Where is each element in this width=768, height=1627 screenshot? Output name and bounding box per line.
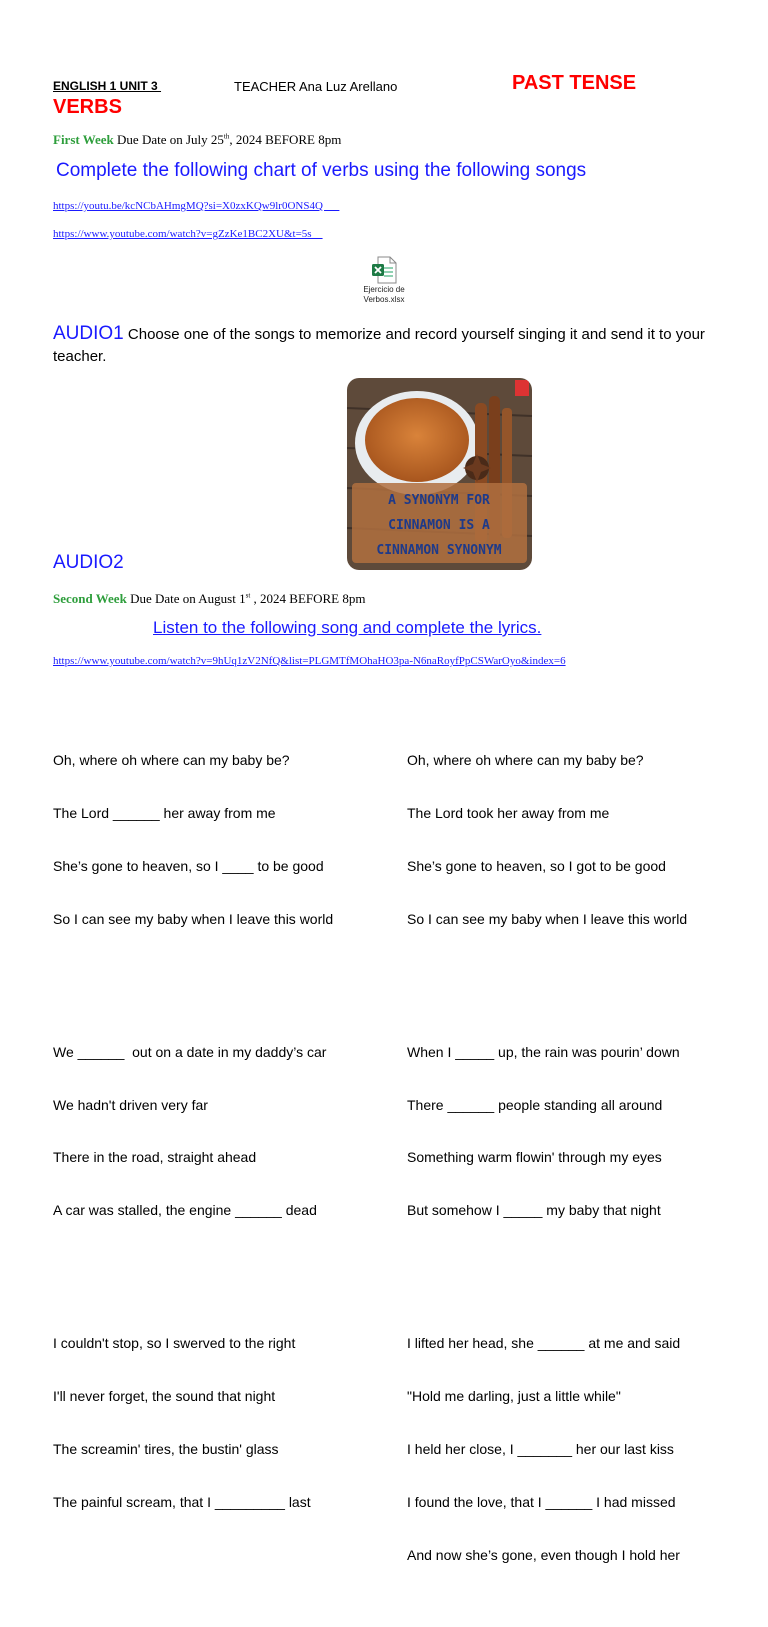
instruction-lyrics: Listen to the following song and complete the lyrics.	[153, 618, 542, 637]
due-date-sup: th	[223, 132, 230, 141]
lyric-line: I'll never forget, the sound that night	[53, 1388, 276, 1405]
lyric-line: There in the road, straight ahead	[53, 1149, 257, 1166]
topic-title: PAST TENSE	[512, 72, 637, 94]
teacher-name: TEACHER Ana Luz Arellano	[234, 79, 398, 94]
lyrics-stanza	[407, 717, 687, 963]
lyric-line: We hadn't driven very far	[53, 1096, 208, 1113]
due-date-suffix: , 2024 BEFORE 8pm	[250, 591, 366, 606]
course-title: ENGLISH 1 UNIT 3	[53, 79, 162, 93]
second-week-due	[53, 591, 366, 607]
lyric-line: I couldn't stop, so I swerved to the right	[53, 1335, 296, 1352]
song-link-1[interactable]: https://youtu.be/kcNCbAHmgMQ?si=X0zxKQw9lr0ONS4Q	[53, 200, 340, 212]
cinnamon-illustration	[347, 378, 532, 570]
lyric-line: I lifted her head, she ______ at me and said	[407, 1335, 681, 1352]
due-date-sup: st	[245, 591, 251, 600]
lyric-line: When I _____ up, the rain was pourin’ down	[407, 1043, 680, 1060]
caption-line-2: CINNAMON IS A	[388, 518, 490, 533]
song-link-3[interactable]: https://www.youtube.com/watch?v=9hUq1zV2NfQ&list=PLGMTfMOhaHO3pa-N6naRoyfPpCSWarOyo&index=6	[53, 655, 566, 667]
lyrics-stanza	[53, 717, 333, 963]
lyric-line: I held her close, I _______ her our last kiss	[407, 1440, 674, 1457]
lyric-line: The screamin' tires, the bustin' glass	[53, 1440, 279, 1457]
lyric-line: We ______ out on a date in my daddy’s car	[53, 1043, 327, 1060]
lyric-line: Something warm flowin' through my eyes	[407, 1149, 662, 1166]
lyric-line: The Lord ______ her away from me	[53, 805, 276, 822]
cinnamon-image	[347, 378, 532, 570]
due-date-suffix: , 2024 BEFORE 8pm	[229, 132, 342, 147]
audio1-label: AUDIO1	[53, 323, 124, 344]
lyric-line: So I can see my baby when I leave this world	[407, 910, 688, 927]
lyric-line: So I can see my baby when I leave this world	[53, 910, 334, 927]
lyrics-stanza	[53, 1009, 333, 1255]
due-date-text: Due Date on July 25	[113, 132, 224, 147]
lyric-line: There ______ people standing all around	[407, 1096, 663, 1113]
lyric-line: A car was stalled, the engine ______ dead	[53, 1202, 317, 1219]
audio2-label: AUDIO2	[53, 552, 124, 573]
week-label: Second Week	[53, 591, 127, 606]
lyric-line: I found the love, that I ______ I had missed	[407, 1493, 676, 1510]
lyrics-stanza	[407, 1300, 687, 1599]
week-label: First Week	[53, 132, 114, 147]
lyric-line: And now she’s gone, even though I hold her	[407, 1546, 680, 1563]
lyrics-exercise-column	[53, 682, 333, 1574]
lyric-line: The Lord took her away from me	[407, 805, 610, 822]
lyric-line: She’s gone to heaven, so I got to be good	[407, 857, 666, 874]
lyric-line: The painful scream, that I _________ last	[53, 1493, 311, 1510]
excel-file-icon	[371, 256, 397, 284]
lyrics-stanza	[407, 1009, 687, 1255]
due-date-text: Due Date on August 1	[126, 591, 246, 606]
first-week-due	[53, 132, 341, 148]
lyric-line: But somehow I _____ my baby that night	[407, 1202, 661, 1219]
instruction-chart: Complete the following chart of verbs using the following songs	[56, 160, 587, 181]
attachment-name-line-2: Verbos.xlsx	[363, 295, 405, 304]
attachment-name-line-1: Ejercicio de	[363, 285, 405, 294]
caption-line-1: A SYNONYM FOR	[388, 493, 490, 508]
topic-subtitle: VERBS	[53, 96, 122, 118]
lyrics-reference-column	[407, 682, 687, 1627]
audio1-instructions: Choose one of the songs to memorize and record yourself singing it and send it to your teacher.	[53, 326, 705, 365]
lyric-line: "Hold me darling, just a little while"	[407, 1388, 621, 1405]
lyric-line: Oh, where oh where can my baby be?	[53, 752, 290, 769]
lyric-line: Oh, where oh where can my baby be?	[407, 752, 644, 769]
lyric-line: She’s gone to heaven, so I ____ to be good	[53, 857, 324, 874]
lyrics-stanza	[53, 1300, 333, 1546]
audio1-paragraph	[53, 323, 723, 368]
caption-line-3: CINNAMON SYNONYM	[376, 543, 502, 558]
song-link-2[interactable]: https://www.youtube.com/watch?v=gZzKe1BC2XU&t=5s	[53, 228, 323, 240]
excel-attachment[interactable]	[358, 256, 410, 304]
